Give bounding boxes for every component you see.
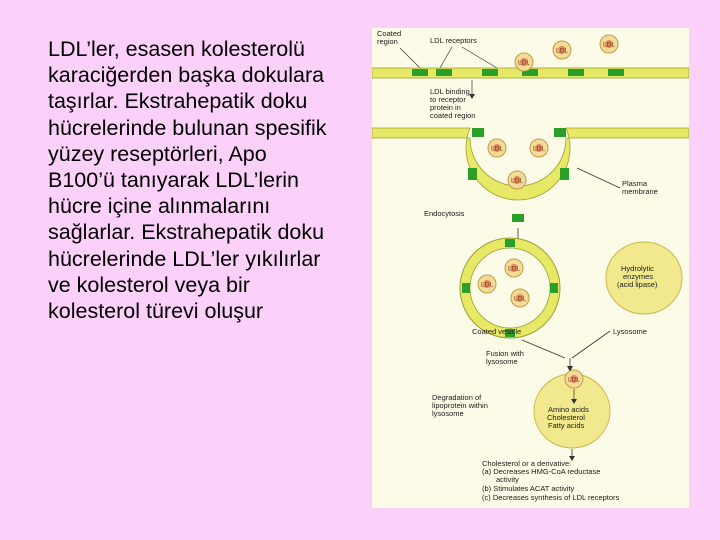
plasma-membrane-label-1: Plasma <box>622 179 648 188</box>
svg-text:LDL: LDL <box>514 295 526 303</box>
svg-text:LDL: LDL <box>511 177 523 185</box>
fusion-label-1: Fusion with <box>486 349 524 358</box>
svg-text:LDL: LDL <box>568 376 580 384</box>
hydrolytic-label-1: Hydrolytic <box>621 264 654 273</box>
receptor <box>568 69 584 76</box>
coated-region-label: Coated <box>377 29 402 38</box>
receptor <box>608 69 624 76</box>
ldl-particle <box>553 41 571 59</box>
hydrolytic-label-3: (acid lipase) <box>617 280 658 289</box>
result-a-line2: activity <box>496 475 519 484</box>
binding-label-4: coated region <box>430 111 476 120</box>
binding-label-2: to receptor <box>430 95 466 104</box>
coated-vesicle-label: Coated vesicle <box>472 327 522 336</box>
lysosome-label: Lysosome <box>613 327 647 336</box>
coated-region-label-2: region <box>377 37 398 46</box>
svg-text:LDL: LDL <box>533 145 545 153</box>
degradation-label-2: lipoprotein within <box>432 401 488 410</box>
svg-text:LDL: LDL <box>481 281 493 289</box>
products-label-3: Fatty acids <box>548 421 585 430</box>
receptor <box>512 214 524 222</box>
fusion-label-2: lysosome <box>486 357 518 366</box>
ldl-particle <box>565 370 583 388</box>
hydrolytic-label-2: enzymes <box>623 272 654 281</box>
receptor <box>550 283 558 293</box>
receptor <box>468 168 477 180</box>
svg-text:LDL: LDL <box>491 145 503 153</box>
receptor <box>505 239 515 247</box>
diagram-svg <box>372 28 689 508</box>
products-label-2: Cholesterol <box>547 413 585 422</box>
binding-label-3: protein in <box>430 103 461 112</box>
slide-body-text: LDL’ler, esasen kolesterolü karaciğerden başka dokulara taşırlar. Ekstrahepatik doku hücrelerinde bulunan spesifik yüzey reseptörleri, Apo B100’ü tanıyarak LDL’lerin hücre içine alınmalarını sağlarlar. Ekstrahepatik doku hücrelerinde LDL’ler yıkılırlar ve kolesterol veya bir kolesterol türevi oluşur <box>48 37 327 324</box>
result-a-line1: (a) Decreases HMG-CoA reductase <box>482 467 601 476</box>
products-label-1: Amino acids <box>548 405 589 414</box>
ldl-particle <box>530 139 548 157</box>
binding-label-1: LDL binding <box>430 87 470 96</box>
receptor <box>560 168 569 180</box>
ldl-receptors-label: LDL receptors <box>430 36 477 45</box>
ldl-particle <box>511 289 529 307</box>
receptor <box>482 69 498 76</box>
degradation-label-3: lysosome <box>432 409 464 418</box>
ldl-particle <box>515 53 533 71</box>
receptor <box>554 128 566 137</box>
receptor <box>472 128 484 137</box>
svg-text:LDL: LDL <box>603 41 615 49</box>
svg-text:LDL: LDL <box>518 59 530 67</box>
ldl-particle <box>488 139 506 157</box>
result-b: (b) Stimulates ACAT activity <box>482 484 575 493</box>
svg-text:LDL: LDL <box>556 47 568 55</box>
endocytosis-label: Endocytosis <box>424 209 465 218</box>
plasma-membrane-label-2: membrane <box>622 187 658 196</box>
degradation-label-1: Degradation of <box>432 393 482 402</box>
svg-text:LDL: LDL <box>508 265 520 273</box>
ldl-particle <box>600 35 618 53</box>
receptor <box>462 283 470 293</box>
ldl-particle <box>508 171 526 189</box>
receptor <box>412 69 428 76</box>
result-c: (c) Decreases synthesis of LDL receptors <box>482 493 620 502</box>
result-title: Cholesterol or a derivative: <box>482 459 572 468</box>
ldl-particle <box>505 259 523 277</box>
ldl-endocytosis-diagram <box>372 28 689 508</box>
receptor <box>436 69 452 76</box>
ldl-particle <box>478 275 496 293</box>
